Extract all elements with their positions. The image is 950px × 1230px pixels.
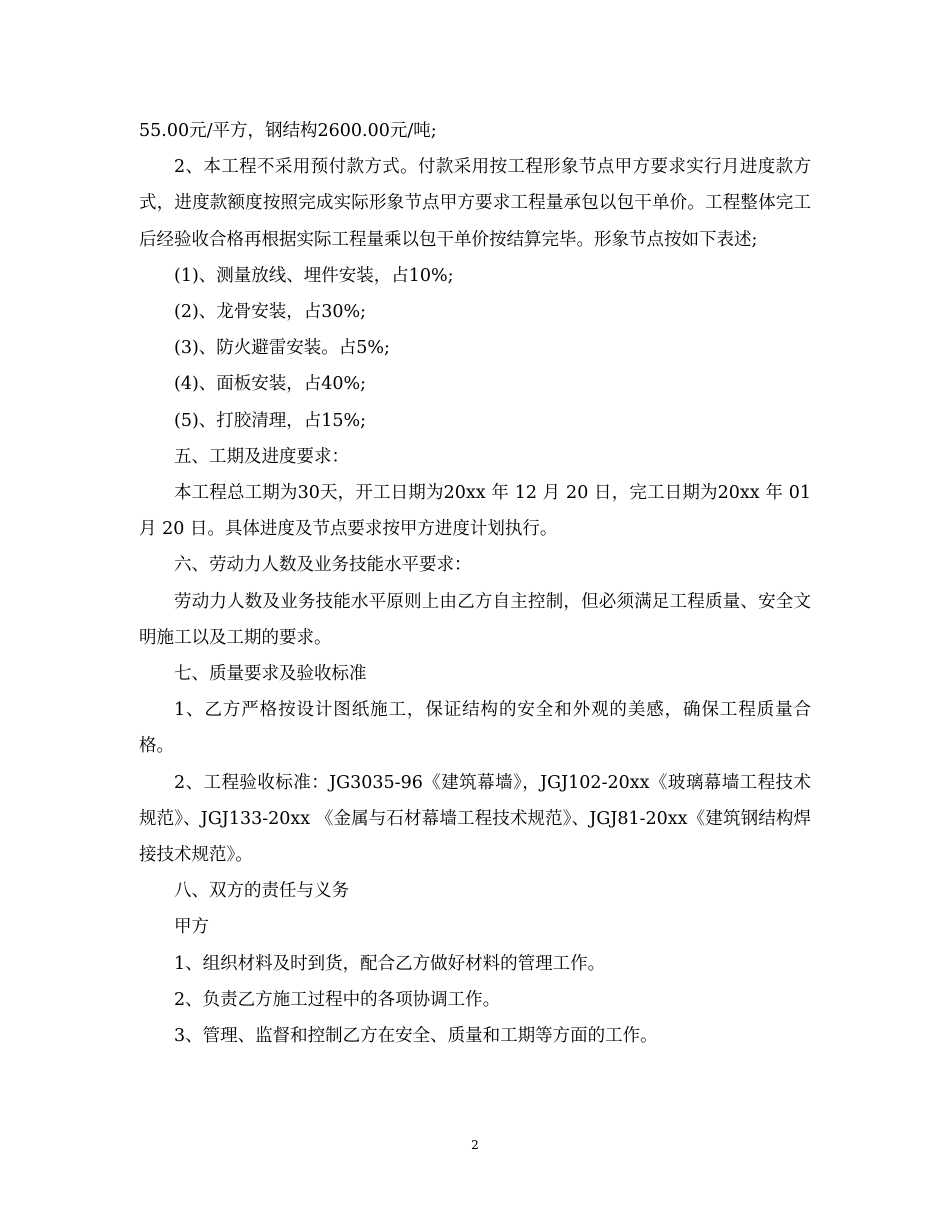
paragraph: 55.00元/平方，钢结构2600.00元/吨; bbox=[139, 121, 437, 141]
section-heading: 八、双方的责任与义务 bbox=[174, 881, 349, 902]
list-item: 1、组织材料及时到货，配合乙方做好材料的管理工作。 bbox=[174, 953, 606, 974]
document-body bbox=[139, 113, 811, 1054]
page-number: 2 bbox=[471, 1138, 479, 1152]
list-item: (3)、防火避雷安装。占5%; bbox=[174, 338, 390, 359]
paragraph: 1、乙方严格按设计图纸施工，保证结构的安全和外观的美感，确保工程质量合格。 bbox=[139, 700, 811, 757]
section-heading: 六、劳动力人数及业务技能水平要求： bbox=[174, 555, 472, 576]
list-item: 3、管理、监督和控制乙方在安全、质量和工期等方面的工作。 bbox=[174, 1026, 658, 1047]
list-item: (1)、测量放线、埋件安装，占10%; bbox=[174, 265, 454, 286]
list-item: 2、负责乙方施工过程中的各项协调工作。 bbox=[174, 989, 501, 1010]
list-item: (5)、打胶清理，占15%; bbox=[174, 410, 367, 431]
section-heading: 五、工期及进度要求： bbox=[174, 446, 349, 467]
paragraph: 劳动力人数及业务技能水平原则上由乙方自主控制，但必须满足工程质量、安全文明施工以及工期的要求。 bbox=[139, 591, 811, 648]
list-item: (4)、面板安装，占40%; bbox=[174, 374, 367, 395]
list-item: (2)、龙骨安装，占30%; bbox=[174, 302, 367, 323]
paragraph: 2、工程验收标准：JG3035-96《建筑幕墙》，JGJ102-20xx《玻璃幕墙工程技术规范》、JGJ133-20xx 《金属与石材幕墙工程技术规范》、JGJ81-20xx《建筑钢结构焊接技术规范》。 bbox=[139, 772, 811, 866]
paragraph: 2、本工程不采用预付款方式。付款采用按工程形象节点甲方要求实行月进度款方式，进度款额度按照完成实际形象节点甲方要求工程量承包以包干单价。工程整体完工后经验收合格再根据实际工程量乘以包干单价按结算完毕。形象节点按如下表述; bbox=[139, 157, 811, 250]
section-heading: 七、质量要求及验收标准 bbox=[174, 664, 367, 685]
sub-heading: 甲方 bbox=[174, 917, 209, 938]
paragraph: 本工程总工期为30天，开工日期为20xx 年 12 月 20 日，完工日期为20xx 年 01 月 20 日。具体进度及节点要求按甲方进度计划执行。 bbox=[139, 483, 811, 540]
